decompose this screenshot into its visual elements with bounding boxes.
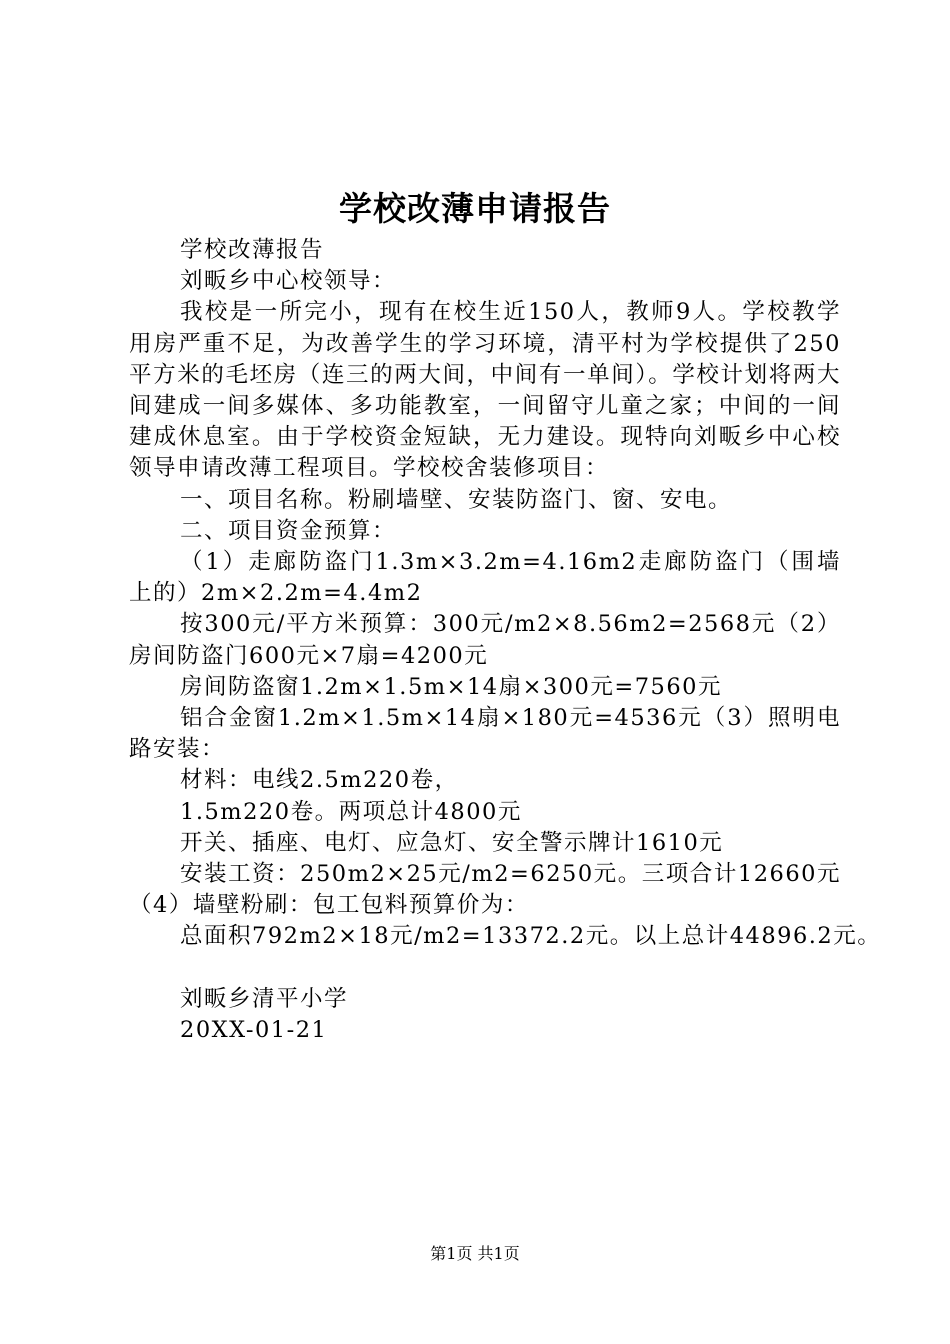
paragraph-budget-5: 材料：电线2.5m220卷，: [180, 767, 459, 794]
paragraph-budget-2: 按300元/平方米预算：300元/m2×8.56m2=2568元（2）房间防盗门600元×7扇=4200元: [129, 611, 841, 669]
paragraph-budget-4: 铝合金窗1.2m×1.5m×14扇×180元=4536元（3）照明电路安装：: [129, 705, 841, 763]
paragraph-budget-1: （1）走廊防盗门1.3m×3.2m=4.16m2走廊防盗门（围墙上的）2m×2.2m=4.4m2: [129, 549, 841, 607]
paragraph-project-name: 一、项目名称。粉刷墙壁、安装防盗门、窗、安电。: [180, 486, 733, 513]
paragraph-budget-heading: 二、项目资金预算：: [180, 517, 397, 544]
document-title: 学校改薄申请报告: [339, 189, 611, 228]
paragraph-intro: 我校是一所完小，现有在校生近150人，教师9人。学校教学用房严重不足，为改善学生的学习环境，清平村为学校提供了250平方米的毛坯房（连三的两大间，中间有一单间）。学校计划将两大间建成一间多媒体、多功能教室，一间留守儿童之家；中间的一间建成休息室。由于学校资金短缺，无力建设。现特向刘畈乡中心校领导申请改薄工程项目。学校校舍装修项目：: [129, 299, 841, 482]
paragraph-budget-total: 总面积792m2×18元/m2=13372.2元。以上总计44896.2元。: [180, 923, 882, 950]
paragraph-salutation: 刘畈乡中心校领导：: [180, 268, 397, 295]
paragraph-date: 20XX-01-21: [180, 1017, 328, 1044]
paragraph-budget-6: 1.5m220卷。两项总计4800元: [180, 798, 522, 825]
document-body: [129, 235, 882, 1046]
paragraph-budget-3: 房间防盗窗1.2m×1.5m×14扇×300元=7560元: [180, 673, 722, 700]
paragraph-budget-7: 开关、插座、电灯、应急灯、安全警示牌计1610元: [180, 829, 724, 856]
paragraph-subtitle: 学校改薄报告: [180, 237, 325, 263]
page-number: 第1页 共1页: [430, 1244, 520, 1263]
paragraph-budget-8: 安装工资：250m2×25元/m2=6250元。三项合计12660元（4）墙壁粉刷：包工包料预算价为：: [129, 861, 841, 919]
paragraph-signature: 刘畈乡清平小学: [180, 985, 349, 1012]
